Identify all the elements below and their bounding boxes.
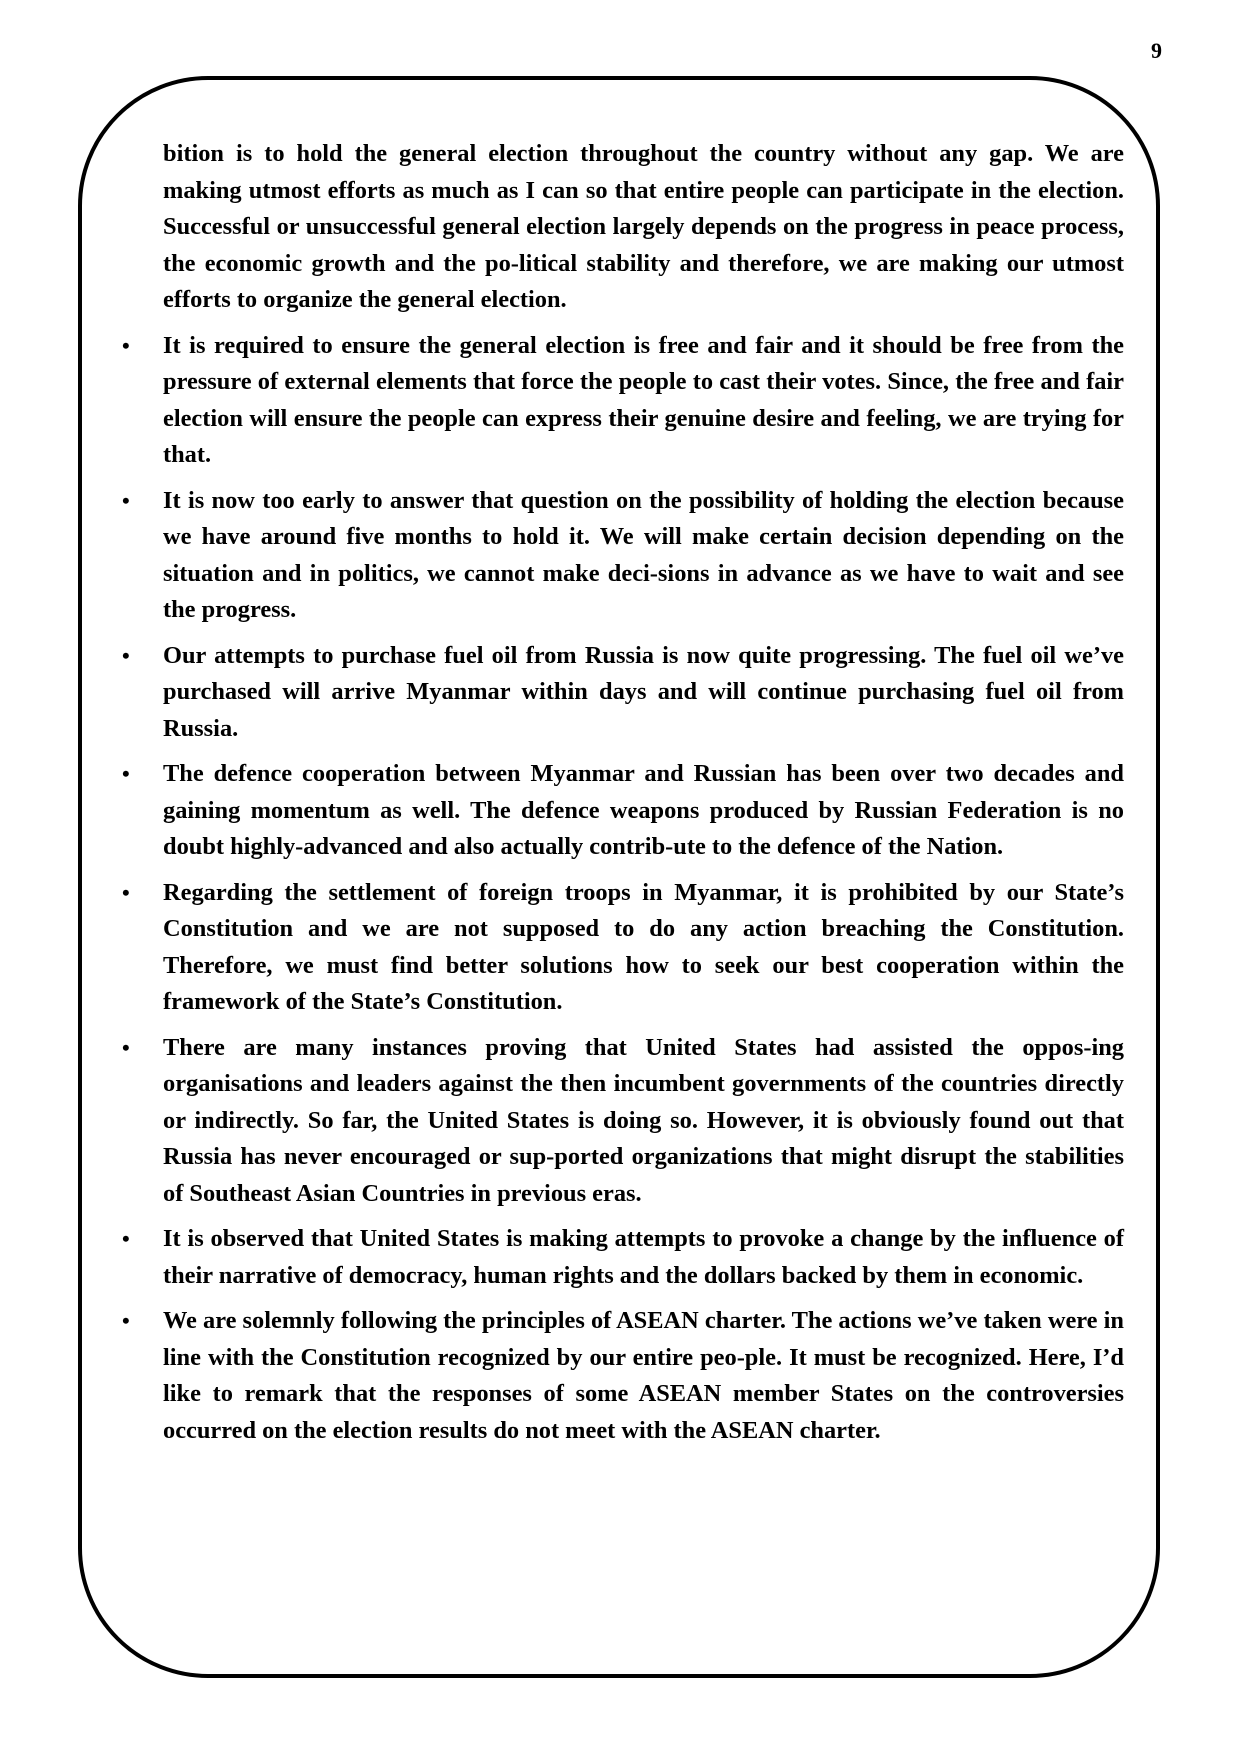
bullet-icon: • — [122, 1034, 130, 1060]
bullet-icon: • — [122, 761, 130, 786]
page-number: 9 — [1151, 38, 1162, 63]
bullet-icon: • — [122, 332, 130, 358]
bullet-text: Regarding the settlement of foreign troops in Myanmar, it is prohibited by our State’s Constitution and we are not supposed to do any action breaching the Constitution. Therefore, we must find better solutions how to seek our best cooperation within the framework of the State’s Constitution. — [163, 878, 1124, 1015]
bullet-icon: • — [122, 879, 130, 905]
bullet-item — [118, 328, 1124, 474]
bullet-text: There are many instances proving that United States had assisted the oppos-ing organisations and leaders against the then incumbent governments of the countries directly or indirectly. So far, the United States is doing so. However, it is obviously found out that Russia has never encouraged or sup-ported organizations that might disrupt the stabilities of Southeast Asian Countries in previous eras. — [163, 1033, 1124, 1207]
bullet-text: The defence cooperation between Myanmar and Russian has been over two decades and gaining momentum as well. The defence weapons produced by Russian Federation is no doubt highly-advanced and also actually contrib-ute to the defence of the Nation. — [163, 760, 1124, 860]
bullet-text: It is required to ensure the general election is free and fair and it should be free from the pressure of external elements that force the people to cast their votes. Since, the free and fair election will ensure the people can express their genuine desire and feeling, we are trying for that. — [163, 331, 1124, 468]
bullet-text: It is now too early to answer that question on the possibility of holding the election because we have around five months to hold it. We will make certain decision depending on the situation and in politics, we cannot make deci-sions in advance as we have to wait and see the progress. — [163, 486, 1124, 623]
bullet-item — [118, 1221, 1124, 1294]
bullet-item — [118, 875, 1124, 1021]
lead-paragraph: bition is to hold the general election throughout the country without any gap. We are making utmost efforts as much as I can so that entire people can participate in the election. Successful or unsuccessful general election largely depends on the progress in peace process, the economic growth and the po-litical stability and therefore, we are making our utmost efforts to organize the general election. — [163, 140, 1124, 313]
bullet-list — [118, 328, 1124, 1450]
bullet-item — [118, 483, 1124, 629]
bullet-icon: • — [122, 1308, 130, 1333]
document-body — [118, 136, 1124, 1458]
bullet-icon: • — [122, 487, 130, 513]
bullet-item — [118, 756, 1124, 866]
bullet-icon: • — [122, 1226, 130, 1251]
bullet-item — [118, 638, 1124, 748]
bullet-text: We are solemnly following the principles of ASEAN charter. The actions we’ve taken were in line with the Constitution recognized by our entire peo-ple. It must be recognized. Here, I’d like to remark that the responses of some ASEAN member States on the controversies occurred on the election results do not meet with the ASEAN charter. — [163, 1307, 1124, 1444]
bullet-item — [118, 1030, 1124, 1213]
bullet-text: It is observed that United States is making attempts to provoke a change by the influence of their narrative of democracy, human rights and the dollars backed by them in economic. — [163, 1225, 1124, 1289]
bullet-text: Our attempts to purchase fuel oil from Russia is now quite progressing. The fuel oil we’ve purchased will arrive Myanmar within days and will continue purchasing fuel oil from Russia. — [163, 641, 1124, 742]
bullet-icon: • — [122, 642, 130, 668]
bullet-item — [118, 1303, 1124, 1449]
